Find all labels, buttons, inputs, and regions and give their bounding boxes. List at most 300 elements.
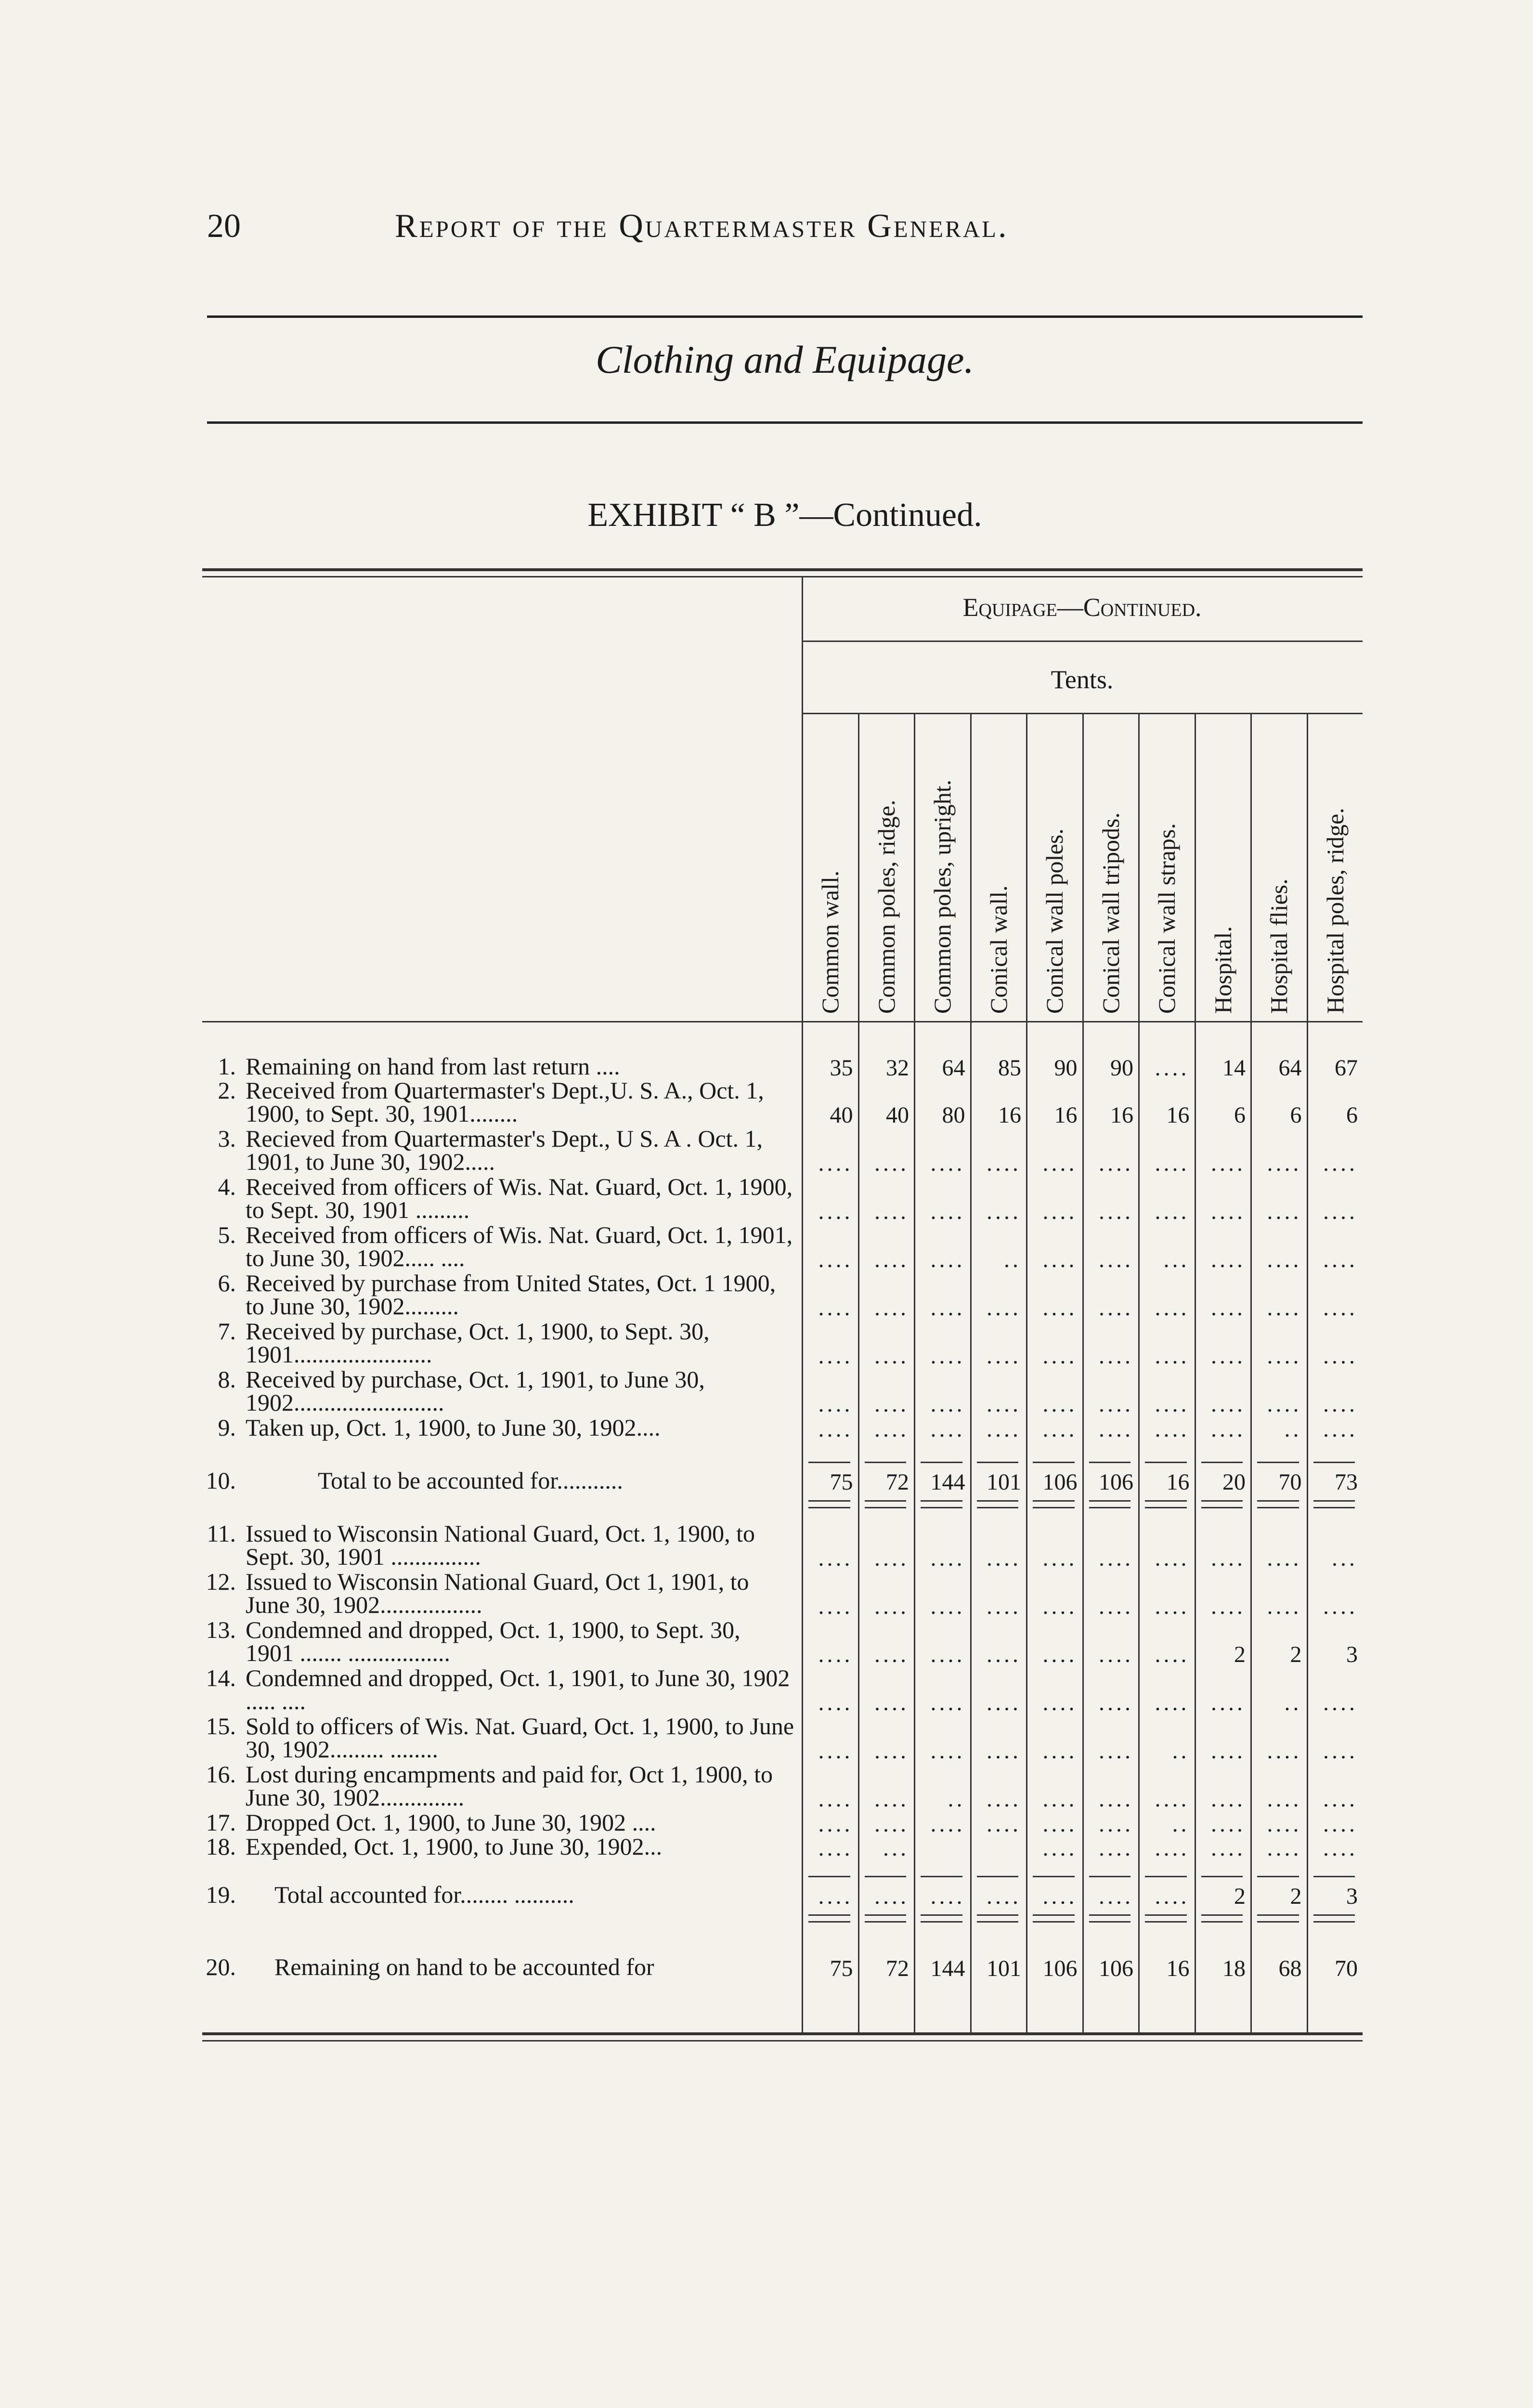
total-rule [977, 1507, 1019, 1508]
column-divider [1138, 713, 1140, 2032]
table-cell: .... [987, 1151, 1021, 1176]
table-cell: 67 [1335, 1055, 1358, 1081]
table-cell: .... [818, 1343, 853, 1369]
table-cell: .... [1267, 1835, 1302, 1861]
row-text: Taken up, Oct. 1, 1900, to June 30, 1902.... [246, 1414, 661, 1441]
table-cell: .... [1042, 1835, 1078, 1861]
total-rule [977, 1914, 1019, 1916]
table-cell: .... [1211, 1343, 1246, 1369]
table-cell: .... [1323, 1343, 1358, 1369]
table-cell: .... [1267, 1391, 1302, 1417]
table-cell: .... [1099, 1594, 1133, 1619]
row-number: 1. [218, 1053, 236, 1080]
table-cell: .... [1211, 1811, 1246, 1837]
table-cell: .... [1323, 1416, 1358, 1442]
table-cell: .... [987, 1642, 1021, 1667]
column-header: Conical wall straps. [1153, 823, 1181, 1014]
row-text: Total to be accounted for........... [318, 1467, 623, 1494]
table-cell: 16 [1054, 1102, 1078, 1128]
column-divider [1250, 713, 1252, 2032]
total-rule [1033, 1500, 1075, 1502]
table-cell: .... [818, 1835, 853, 1861]
table-cell: 90 [1054, 1055, 1078, 1081]
table-cell: 106 [1099, 1469, 1133, 1495]
table-cell: .... [1042, 1545, 1078, 1571]
total-rule [1145, 1921, 1187, 1923]
table-cell: .... [930, 1151, 965, 1176]
row-text: Sold to officers of Wis. Nat. Guard, Oct. 1, 1900, to June 30, 1902......... ........ [246, 1713, 794, 1763]
table-cell: .... [1042, 1416, 1078, 1442]
total-rule [1033, 1876, 1075, 1877]
table-cell: 2 [1290, 1884, 1302, 1909]
table-cell: 72 [886, 1469, 909, 1495]
row-number: 19. [206, 1881, 236, 1908]
row-number: 11. [207, 1520, 236, 1547]
table-cell: .... [1323, 1199, 1358, 1224]
table-cell: .... [818, 1811, 853, 1837]
total-rule [1201, 1500, 1243, 1502]
table-cell: .... [987, 1811, 1021, 1837]
table-cell: .... [874, 1343, 909, 1369]
table-cell: .... [930, 1247, 965, 1272]
total-rule [865, 1500, 907, 1502]
total-rule [865, 1462, 907, 1463]
exhibit-title: EXHIBIT “ B ”—Continued. [587, 497, 982, 534]
page-number: 20 [207, 208, 241, 245]
table-cell: .... [1323, 1690, 1358, 1715]
column-header: Hospital poles, ridge. [1321, 808, 1349, 1014]
table-cell: .... [1155, 1642, 1190, 1667]
table-cell: 73 [1335, 1469, 1358, 1495]
table-cell: .... [874, 1199, 909, 1224]
table-cell: .... [1099, 1738, 1133, 1764]
header-bottom-rule [202, 1021, 1363, 1022]
total-rule [1089, 1462, 1131, 1463]
table-cell: .... [930, 1811, 965, 1837]
table-cell: .... [1211, 1247, 1246, 1272]
column-header: Conical wall poles. [1041, 828, 1068, 1014]
table-cell: .... [987, 1416, 1021, 1442]
column-header: Conical wall tripods. [1097, 812, 1124, 1014]
table-cell: 106 [1042, 1956, 1078, 1981]
row-number: 7. [218, 1318, 236, 1345]
total-rule [1145, 1507, 1187, 1508]
total-rule [808, 1500, 850, 1502]
table-cell: 6 [1234, 1102, 1246, 1128]
table-cell: .... [1267, 1811, 1302, 1837]
total-rule [1313, 1462, 1355, 1463]
table-cell: .... [818, 1884, 853, 1909]
row-text: Received by purchase from United States, Oct. 1 1900, to June 30, 1902......... [246, 1269, 776, 1320]
row-text: Received by purchase, Oct. 1, 1900, to Sept. 30, 1901....................... [246, 1318, 710, 1368]
total-rule [921, 1500, 962, 1502]
table-cell: 18 [1222, 1956, 1246, 1981]
table-cell: .... [874, 1295, 909, 1321]
row-text: Expended, Oct. 1, 1900, to June 30, 1902... [246, 1833, 663, 1860]
row-number: 3. [218, 1125, 236, 1152]
total-rule [808, 1507, 850, 1508]
section-title: Clothing and Equipage. [596, 338, 974, 381]
table-cell: 90 [1110, 1055, 1133, 1081]
table-cell: 16 [1166, 1102, 1190, 1128]
table-cell: .... [930, 1295, 965, 1321]
row-number: 5. [218, 1221, 236, 1248]
total-rule [1257, 1507, 1299, 1508]
total-rule [1257, 1876, 1299, 1877]
table-cell: .... [874, 1545, 909, 1571]
total-rule [1257, 1914, 1299, 1916]
table-cell: 2 [1290, 1642, 1302, 1667]
table-cell: .... [1267, 1786, 1302, 1812]
page-header [207, 207, 1363, 260]
total-rule [1089, 1921, 1131, 1923]
table-cell: .... [1323, 1594, 1358, 1619]
table-cell: 40 [830, 1102, 853, 1128]
total-rule [977, 1500, 1019, 1502]
table-cell: 3 [1346, 1642, 1358, 1667]
column-header: Common wall. [817, 870, 844, 1014]
row-text: Issued to Wisconsin National Guard, Oct. 1, 1900, to Sept. 30, 1901 ............... [246, 1520, 755, 1570]
total-rule [1257, 1500, 1299, 1502]
table-cell: .... [1042, 1343, 1078, 1369]
table-cell: .... [1267, 1151, 1302, 1176]
table-cell: .... [1267, 1247, 1302, 1272]
table-cell: .... [987, 1199, 1021, 1224]
table-cell: .... [1042, 1884, 1078, 1909]
column-divider [970, 713, 972, 2032]
total-rule [977, 1921, 1019, 1923]
row-number: 12. [206, 1568, 236, 1595]
table-cell: 144 [930, 1956, 965, 1981]
table-cell: .... [987, 1343, 1021, 1369]
table-cell: .... [1155, 1835, 1190, 1861]
total-rule [921, 1507, 962, 1508]
table-cell: .... [1099, 1884, 1133, 1909]
total-rule [921, 1876, 962, 1877]
table-cell: .. [1284, 1416, 1302, 1442]
table-cell: 14 [1222, 1055, 1246, 1081]
table-cell: .... [818, 1786, 853, 1812]
table-cell: 16 [1166, 1469, 1190, 1495]
table-cell: .... [1155, 1786, 1190, 1812]
table-cell: 101 [987, 1469, 1021, 1495]
total-rule [1033, 1462, 1075, 1463]
table-cell: .... [1211, 1199, 1246, 1224]
total-rule [1145, 1914, 1187, 1916]
table-cell: .... [1099, 1786, 1133, 1812]
table-cell: .... [1267, 1594, 1302, 1619]
table-cell: 32 [886, 1055, 909, 1081]
table-cell: .... [1267, 1295, 1302, 1321]
table-cell: .... [1099, 1690, 1133, 1715]
table-cell: .... [930, 1545, 965, 1571]
table-cell: .... [1211, 1738, 1246, 1764]
table-cell: .... [1323, 1391, 1358, 1417]
column-divider [1195, 713, 1196, 2032]
table-cell: .... [1099, 1811, 1133, 1837]
table-cell: .... [874, 1786, 909, 1812]
table-cell: 144 [930, 1469, 965, 1495]
table-cell: .... [1267, 1738, 1302, 1764]
row-number: 13. [206, 1616, 236, 1643]
total-rule [1313, 1914, 1355, 1916]
table-cell: .... [930, 1416, 965, 1442]
table-cell: 2 [1234, 1642, 1246, 1667]
total-rule [1089, 1507, 1131, 1508]
table-cell: .... [1211, 1416, 1246, 1442]
table-cell: .... [1099, 1416, 1133, 1442]
table-cell: .... [818, 1199, 853, 1224]
running-head: Report of the Quartermaster General. [395, 208, 1009, 245]
table-cell: .... [1042, 1247, 1078, 1272]
table-cell: .... [874, 1594, 909, 1619]
row-number: 17. [206, 1809, 236, 1836]
column-header: Hospital. [1209, 926, 1236, 1014]
total-rule [1145, 1876, 1187, 1877]
column-header: Conical wall. [985, 885, 1012, 1014]
total-rule [1201, 1914, 1243, 1916]
table-cell: .... [874, 1391, 909, 1417]
table-cell: .... [818, 1545, 853, 1571]
table-cell: .... [874, 1738, 909, 1764]
table-cell: 64 [942, 1055, 965, 1081]
table-cell: .... [818, 1416, 853, 1442]
table-cell: .... [1042, 1594, 1078, 1619]
table-cell: .... [1211, 1151, 1246, 1176]
table-cell: 70 [1335, 1956, 1358, 1981]
table-cell: .... [818, 1247, 853, 1272]
table-cell: .... [1099, 1295, 1133, 1321]
table-cell: .... [930, 1343, 965, 1369]
table-cell: .... [1155, 1055, 1190, 1081]
table-cell: .... [930, 1884, 965, 1909]
table-cell: .... [1323, 1738, 1358, 1764]
table-cell: .. [948, 1786, 965, 1812]
row-number: 18. [206, 1833, 236, 1860]
table-cell: .... [1155, 1545, 1190, 1571]
table-cell: .... [930, 1594, 965, 1619]
row-number: 20. [206, 1953, 236, 1980]
table-cell: .... [930, 1642, 965, 1667]
table-cell: .... [1099, 1391, 1133, 1417]
table-cell: .. [1172, 1738, 1190, 1764]
table-cell: .... [987, 1545, 1021, 1571]
table-cell: 6 [1290, 1102, 1302, 1128]
row-text: Received by purchase, Oct. 1, 1901, to June 30, 1902......................... [246, 1366, 705, 1416]
table-cell: 3 [1346, 1884, 1358, 1909]
table-cell: .... [1323, 1835, 1358, 1861]
column-header: Hospital flies. [1265, 878, 1293, 1014]
column-divider [1026, 713, 1027, 2032]
row-text: Recieved from Quartermaster's Dept., U S. A . Oct. 1, 1901, to June 30, 1902..... [246, 1125, 763, 1175]
total-rule [921, 1914, 962, 1916]
total-rule [1089, 1500, 1131, 1502]
table-cell: .... [987, 1884, 1021, 1909]
row-text: Received from officers of Wis. Nat. Guard, Oct. 1, 1900, to Sept. 30, 1901 ......... [246, 1173, 793, 1223]
table-cell: .... [874, 1690, 909, 1715]
table-cell: .... [818, 1151, 853, 1176]
table-cell: .... [1323, 1786, 1358, 1812]
row-number: 2. [218, 1077, 236, 1104]
total-rule [1257, 1462, 1299, 1463]
group-heading: Equipage—Continued. [962, 593, 1202, 622]
table-bottom-rule [202, 2032, 1363, 2035]
table-cell: .... [874, 1811, 909, 1837]
table-cell: .... [930, 1199, 965, 1224]
table-cell: 80 [942, 1102, 965, 1128]
row-number: 6. [218, 1269, 236, 1296]
table-cell: 70 [1278, 1469, 1302, 1495]
total-rule [1313, 1500, 1355, 1502]
table-cell: 16 [1166, 1956, 1190, 1981]
header-rule [207, 315, 1363, 318]
table-cell: 106 [1042, 1469, 1078, 1495]
table-cell: .. [1172, 1811, 1190, 1837]
table-cell: .... [930, 1738, 965, 1764]
row-text: Remaining on hand from last return .... [246, 1053, 620, 1080]
table-cell: .... [987, 1391, 1021, 1417]
table-cell: .... [1042, 1738, 1078, 1764]
total-rule [1089, 1876, 1131, 1877]
table-cell: 64 [1278, 1055, 1302, 1081]
table-cell: .... [1155, 1295, 1190, 1321]
total-rule [1033, 1507, 1075, 1508]
table-cell: .. [1004, 1247, 1021, 1272]
total-rule [1201, 1507, 1243, 1508]
table-cell: .... [874, 1151, 909, 1176]
table-cell: .... [1099, 1545, 1133, 1571]
column-header: Common poles, upright. [929, 779, 956, 1014]
total-rule [1313, 1921, 1355, 1923]
total-rule [977, 1876, 1019, 1877]
table-cell: .... [874, 1642, 909, 1667]
exhibit-table [202, 568, 1363, 2042]
table-cell: .... [874, 1247, 909, 1272]
table-cell: 75 [830, 1956, 853, 1981]
total-rule [977, 1462, 1019, 1463]
table-cell: .... [987, 1786, 1021, 1812]
total-rule [808, 1914, 850, 1916]
table-cell: 16 [998, 1102, 1021, 1128]
total-rule [1257, 1921, 1299, 1923]
table-cell: .... [1155, 1151, 1190, 1176]
column-divider [858, 713, 859, 2032]
table-cell: .... [1042, 1811, 1078, 1837]
table-cell: 16 [1110, 1102, 1133, 1128]
table-cell: .... [1211, 1690, 1246, 1715]
table-top-rule [202, 568, 1363, 571]
row-text: Issued to Wisconsin National Guard, Oct 1, 1901, to June 30, 1902................. [246, 1568, 749, 1618]
total-rule [1313, 1507, 1355, 1508]
table-cell: .... [818, 1594, 853, 1619]
row-text: Dropped Oct. 1, 1900, to June 30, 1902 .... [246, 1809, 656, 1836]
table-cell: .... [1042, 1786, 1078, 1812]
row-number: 10. [206, 1467, 236, 1494]
table-cell: .... [1042, 1690, 1078, 1715]
column-divider [914, 713, 915, 2032]
table-cell: 85 [998, 1055, 1021, 1081]
table-cell: .... [1211, 1594, 1246, 1619]
row-number: 4. [218, 1173, 236, 1200]
table-cell: .... [1211, 1786, 1246, 1812]
table-cell: .... [1155, 1199, 1190, 1224]
table-cell: 6 [1346, 1102, 1358, 1128]
table-cell: .... [987, 1690, 1021, 1715]
total-rule [865, 1914, 907, 1916]
table-cell: ... [1332, 1545, 1358, 1571]
table-cell: .... [1099, 1247, 1133, 1272]
total-rule [1145, 1462, 1187, 1463]
table-cell: .... [1155, 1690, 1190, 1715]
total-rule [1089, 1914, 1131, 1916]
table-cell: .... [1099, 1835, 1133, 1861]
table-cell: .... [874, 1884, 909, 1909]
table-cell: .... [1155, 1343, 1190, 1369]
table-cell: .... [1155, 1594, 1190, 1619]
total-rule [1201, 1462, 1243, 1463]
table-cell: .... [1211, 1295, 1246, 1321]
total-rule [1145, 1500, 1187, 1502]
row-text: Remaining on hand to be accounted for [274, 1953, 654, 1980]
table-cell: .... [874, 1416, 909, 1442]
table-cell: .... [1323, 1247, 1358, 1272]
table-cell: 35 [830, 1055, 853, 1081]
table-cell: 75 [830, 1469, 853, 1495]
table-cell: ... [1163, 1247, 1190, 1272]
table-top-rule-2 [202, 576, 1363, 577]
table-cell: .... [1042, 1642, 1078, 1667]
total-rule [808, 1462, 850, 1463]
column-divider [1307, 713, 1308, 2032]
table-cell: .... [930, 1391, 965, 1417]
total-rule [808, 1876, 850, 1877]
table-cell: .... [1155, 1416, 1190, 1442]
section-rule [207, 421, 1363, 424]
table-cell: .... [1155, 1391, 1190, 1417]
table-cell: .... [1042, 1151, 1078, 1176]
row-number: 16. [206, 1761, 236, 1788]
table-cell: .... [987, 1738, 1021, 1764]
total-rule [1313, 1876, 1355, 1877]
table-cell: .... [818, 1690, 853, 1715]
table-cell: .... [1155, 1884, 1190, 1909]
row-number: 8. [218, 1366, 236, 1393]
row-text: Received from officers of Wis. Nat. Guard, Oct. 1, 1901, to June 30, 1902..... .... [246, 1221, 793, 1271]
total-rule [921, 1462, 962, 1463]
table-cell: .... [1323, 1151, 1358, 1176]
table-cell: .... [1323, 1811, 1358, 1837]
table-cell: 68 [1278, 1956, 1302, 1981]
total-rule [1201, 1921, 1243, 1923]
table-bottom-rule-2 [202, 2040, 1363, 2042]
table-cell: .... [1211, 1545, 1246, 1571]
total-rule [921, 1921, 962, 1923]
table-cell: .... [930, 1690, 965, 1715]
table-cell: .... [1211, 1391, 1246, 1417]
table-cell: .. [1284, 1690, 1302, 1715]
table-cell: .... [1042, 1199, 1078, 1224]
table-cell: .... [818, 1391, 853, 1417]
table-cell: 106 [1099, 1956, 1133, 1981]
group-rule [802, 641, 1363, 642]
table-cell: .... [1099, 1199, 1133, 1224]
column-header: Common poles, ridge. [872, 799, 900, 1014]
row-text: Condemned and dropped, Oct. 1, 1900, to Sept. 30, 1901 ....... ................. [246, 1616, 741, 1666]
table-cell: .... [1042, 1391, 1078, 1417]
table-cell: .... [1267, 1545, 1302, 1571]
table-cell: ... [883, 1835, 909, 1861]
table-cell: .... [1099, 1151, 1133, 1176]
